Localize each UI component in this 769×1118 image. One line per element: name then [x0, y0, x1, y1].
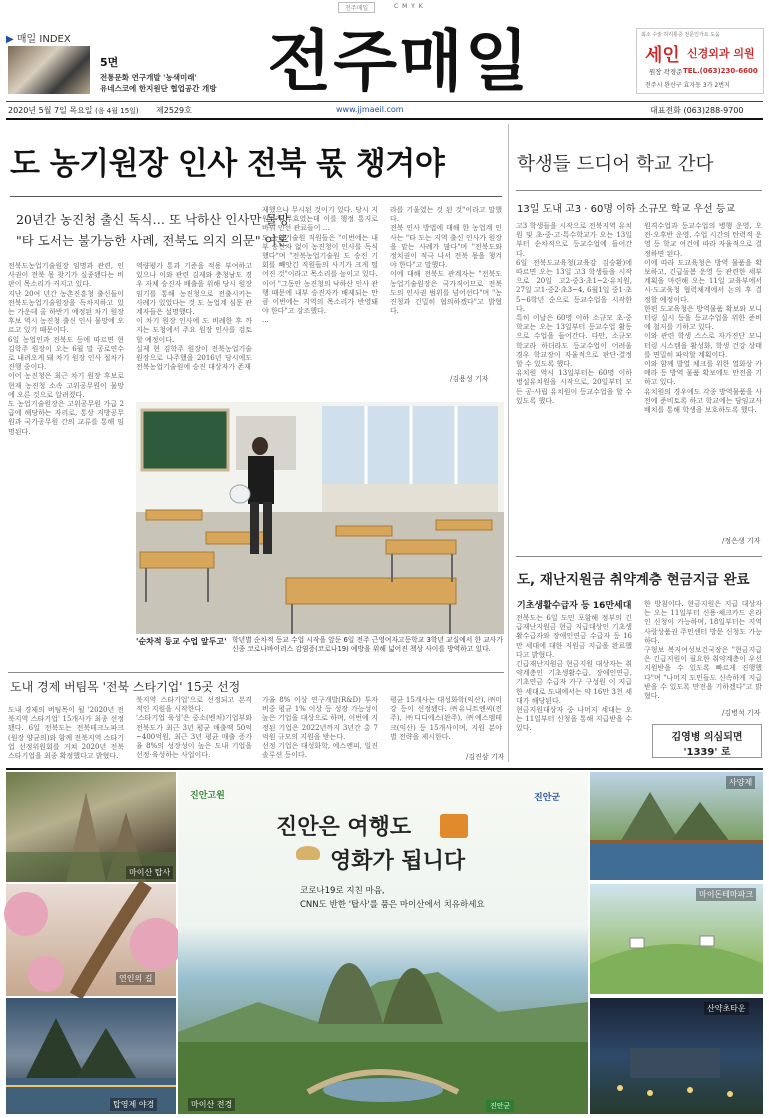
- label-tapsa: 마이산 탑사: [126, 866, 173, 879]
- dateline-top-rule: [6, 101, 763, 102]
- lead-headline-rule: [10, 196, 502, 197]
- ad-photo-sayangje: [590, 772, 763, 880]
- ad-photo-theme-park: [590, 884, 763, 994]
- school-subhead: 13일 도내 고3 · 60명 이하 소규모 학교 우선 등교: [517, 204, 736, 215]
- index-page: 5면: [100, 56, 119, 69]
- index-label: [6, 30, 71, 45]
- classroom-illustration: [136, 402, 504, 634]
- aid-col-2: 한 방침이다. 현금지원은 지급 대상자는 오는 11일부터 신용·체크카드 온라인 신청이 가능하며, 18일부터는 지역사랑상품권 주민센터 방문 신청도 가능하다. 구형보 복지여성보건국장은 "현금지급은 긴급지원이 필요한 취약계층이 우선 지원받을 수 있도록 빠르게 진행했다"며 "나머지 도민들도 신속하게 지급받을 수 있도록 만전을 기하겠다"고 밝혔다.: [644, 600, 762, 701]
- classroom-photo[interactable]: [136, 402, 504, 634]
- label-maisan-view: 마이산 전경: [188, 1098, 235, 1111]
- ad-slogan-2: 영화가 됩니다: [330, 849, 466, 874]
- ad-photo-sanyakcho: [590, 998, 763, 1114]
- ad-slogan-1: 진안은 여행도: [276, 815, 412, 840]
- top-ad[interactable]: [636, 28, 764, 94]
- sanyakcho-illustration: [590, 998, 763, 1114]
- index-line-1: 전통문화 연구개발 '농색미래': [100, 73, 197, 82]
- index-label-text: 매일 INDEX: [16, 34, 71, 45]
- issue-number: 제2529호: [156, 106, 192, 115]
- column-box-line2: '1339' 로: [683, 747, 731, 758]
- hat-icon: [296, 846, 320, 860]
- lead-headline[interactable]: 도 농기원장 인사 전북 몫 챙겨야: [10, 146, 445, 182]
- economy-col-2: 북지역 스타기업'으로 선정되고 본격적인 지원을 시작한다. '스타기업 육성'은 중소(벤처)기업부와 전북도가 최근 3년 평균 매출액 50억~400억원, 최근 3년 평균 매출 증가율 8%의 성장성이 높은 도내 기업을 선정·육성하는 사업이다.: [136, 696, 252, 760]
- aid-byline: /김병석 기자: [722, 709, 761, 717]
- label-theme-park: 마이돈테마파크: [696, 888, 756, 901]
- lead-subhead-2: "타 도서는 불가능한 사례, 전북도 의지 의문" 여론: [16, 233, 289, 248]
- aid-top-rule: [516, 556, 762, 557]
- photo-caption-title: '순차적 등교 수업 앞두고': [136, 636, 227, 646]
- column-box[interactable]: [652, 724, 762, 758]
- lead-byline: /김용성 기자: [450, 375, 489, 383]
- ad-logo-left: 진안고원: [190, 791, 225, 801]
- ad-sub-1: 코로나19로 지친 마음,: [300, 886, 385, 896]
- school-byline: /정은생 기자: [722, 537, 761, 545]
- top-ad-phone: TEL.(063)230-6600: [683, 67, 758, 75]
- aid-col-1: 전북도는 6일 도민 포함해 정부의 긴급재난지원금 현금 지급대상인 기초생활수급자와 장애인연금 수급자 등 16만 세대에 대한 지원금 지급을 완료했다고 밝혔다. 긴급재난지원금 현금지원 대상자는 취약계층인 기초생활수급, 장애인연금, 기초연금 수급자 가구 구성원 이 지급한 세대로 도내에서는 약 16만 3천 세대가 해당된다. 현금지원대상자 중 나머지 세대는 오는 11일부터 신청을 통해 지급받을 수 있다.: [516, 614, 632, 733]
- label-lovers-road: 연인의 길: [116, 972, 155, 985]
- column-divider: [508, 124, 509, 762]
- ad-top-rule: [6, 768, 763, 770]
- contact-phone: 대표전화 (063)288-9700: [650, 106, 744, 115]
- economy-top-rule: [8, 672, 504, 673]
- lead-col-1: 전북도농업기술원장 임명과 관련, 인사권이 전북 몫 찾기가 실종됐다는 비판이 목소리가 커지고 있다. 지난 20여 년간 농촌진흥청 출신들이 전북도농업기술원장을 독차지하고 있는 가운데 올 하반기 예정된 차기 원장 후보 역시 농진청 출신 인사 물망에 오르고 있기 때문이다. 6일 농업인과 전북도 등에 따르면 현 김학주 원장이 오는 6월 말 공로연수로 내려오게 돼 차기 원장 인사 절차가 진행 중이다. 이어 농진청은 최근 차기 원장 후보로 현재 농진청 소속 고위공무원이 물망에 오른 것으로 알려졌다. 도 농업기술원장은 고위공무원 가급 2급에 해당하는 자리로, 통상 지방공무원과 국가공무원 간의 교류를 통해 임명된다.: [8, 262, 124, 436]
- index-line-2: 유네스코에 한지원단 협업공간 개방: [100, 84, 217, 93]
- lunar-date: (음 4월 15일): [95, 107, 139, 115]
- lead-subhead-1: 20년간 농진청 출신 독식… 또 낙하산 인사만 물망: [16, 212, 290, 227]
- economy-col-3: 가율 8% 이상 연구개발(R&D) 투자비중 평균 1% 이상 등 성장 가능성이 높은 기업을 대상으로 하며, 이번에 지정된 기업은 2022년까지 3년간 총 7억원 규모의 지원을 받는다. 선정 기업은 대성화학, 에스앤피, 일진솔루션 등이다.: [262, 696, 378, 760]
- ad-center-panel: [178, 772, 588, 1114]
- economy-headline[interactable]: 도내 경제 버팀목 '전북 스타기업' 15곳 선정: [10, 680, 241, 694]
- ad-sub-2: CNN도 반한 '탑사'를 품은 마이산에서 치유하세요: [300, 900, 485, 910]
- dateline-date: [8, 105, 139, 116]
- index-thumbnail[interactable]: [8, 46, 90, 94]
- ad-photo-tapsa: [6, 772, 176, 882]
- ad-photo-lovers-road: [6, 884, 176, 996]
- cmyk-marks: C M Y K: [394, 3, 424, 10]
- jinan-ad[interactable]: [6, 772, 763, 1114]
- ad-footer: 진안군: [486, 1100, 514, 1112]
- school-col-1: 고3 학생들을 시작으로 전북지역 유치원 및 초·중·고·특수학교가 오는 13일부터 순차적으로 등교수업에 들어간다. 6일 전북도교육청(교육감 김승환)에 따르면 오는 13일 고3 학생들을 시작으로 20일 고2·중3·초1~2·유치원, 27일 고1·중2·초3~4, 6월1일 중1·초5~6학년 순으로 등교수업을 시작한다. 특히 이날은 60명 이하 소규모 초·중학교는 오는 13일부터 등교수업 활동으로 수업을 들어간다. 다만, 소규모 학교라 하더라도 등교수업이 어려울 경우 학교장이 자율적으로 판단·결정할 수 있도록 했다. 유치원 역시 13일부터는 60명 이하 병설유치원을 시작으로, 20일부터 모든 공·사립 유치원이 등교수업을 할 수 있도록 했다.: [516, 222, 632, 405]
- school-rule: [516, 190, 762, 191]
- ad-photo-tapyeongje: [6, 998, 176, 1114]
- aid-subhead: 기초생활수급자 등 16만세대: [517, 601, 632, 611]
- label-sayangje: 사양제: [726, 776, 755, 789]
- suitcase-icon: [440, 814, 468, 838]
- school-col-2: 원격수업과 등교수업의 병행 운영, 오전·오후반 운영, 수업 시간의 탄력적 운영 등 학교 여건에 따라 자율적으로 결정하면 된다. 이에 따라 도교육청은 방역 물품을 확보하고, 긴급돌봄 운영 등 관련한 세부계획을 마련해 오는 11일 교육부에서 시·도교육청 협력체계에서 논의 후 결정할 예정이다. 한편 도교육청은 방역물품 확보와 모니터링 실시 등을 등교수업을 위한 준비에 철저를 기하고 있다. 이와 관련 학생 스스로 자가진단 모니터링 시스템을 활성화, 학생 건강 상태를 면밀히 파악할 계획이다. 이와 함께 발열 체크를 위한 열화상 카메라 등 방역 물품 확보에도 만전을 기하고 있다. 유치원의 경우에도 각종 방역물품을 사전에 준비토록 하고 학교에는 담임교사 배치를 통해 학생을 보호하도록 했다.: [644, 222, 762, 415]
- economy-byline: /김진삼 기자: [466, 753, 505, 761]
- economy-col-1: 도내 경제의 버팀목이 될 '2020년 전북지역 스타기업' 15개사가 최종 선정됐다. 6일 전북도는 전북테크노파크(원장 양균의)와 함께 전북지역 스타기업 선정위원회를 거쳐 2020년 전북 스타기업을 최종 확정했다고 밝혔다.: [8, 706, 127, 761]
- top-badge: 전주매일: [338, 2, 375, 13]
- date-text: 2020년 5월 7일 목요일: [8, 106, 93, 115]
- top-ad-address: 전주시 완산구 효자동 3가 2번지: [645, 82, 730, 89]
- lead-col-4: 라를 기울였는 것 된 것"이라고 말했다. 전북 인사 방법에 대해 한 농업계 인사는 "타 도는 지역 출신 인사가 원장을 맡는 사례가 많다"며 "전북도와 정치권이 적극 나서 전북 몫을 챙겨야 한다"고 말했다. 이에 대해 전북도 관계자는 "전북도농업기술원장은 국가직이므로 전북도의 인사권 범위를 넘어선다"며 "농진청과 긴밀히 협의하겠다"고 밝혔다.: [390, 206, 502, 316]
- school-headline[interactable]: 학생들 드디어 학교 간다: [517, 154, 714, 175]
- maisan-illustration: [178, 912, 588, 1114]
- lead-col-3: 재했으나 무시된 것이기 있다. 당시 지원자가 무효였는데 이를 행정 통지로 바꿔 민선 관료들이 ... 도 농업기술원 직원들은 "이번에는 내부 승진자 없이 농진청이 인사를 독식했다"며 "전북농업기술원 도 승진 기회를 빼앗긴 직원들의 사기가 크게 떨어진 것"이라고 목소리를 높이고 있다. 이어 "그동안 농진청의 낙하산 인사 관행 때문에 내부 승진자가 배제되는 만큼 이번에는 지역의 목소리가 반영돼야 한다"고 강조했다. ...: [262, 206, 378, 325]
- aid-headline[interactable]: 도, 재난지원금 취약계층 현금지급 완료: [517, 572, 750, 588]
- lead-col-2: 역량평가 통과 기준을 적용 부여하고 있으나 이와 관련 김제와 충청남도 경우 자체 승진자 배출을 위해 당시 원장 임기를 통해 농진청으로 전출시키는 사례가 있었다는 것 도 농업계 심문 관계자들은 설명했다. 이 차기 원장 인사에 도 비례한 후 까지는 도청에서 주요 원장 인사를 검토할 예정이다. 실제 현 김학주 원장이 전북농업기술원장으로 나주했을 2016년 당시에도 전북농업기술원에 승진 대상자가 존재: [136, 262, 252, 372]
- index-arrow-icon: ▶: [6, 34, 14, 45]
- label-tapyeongje: 탑영제 야경: [110, 1098, 157, 1111]
- index-box: [6, 30, 246, 96]
- top-ad-director: 원장 곽경준: [649, 68, 683, 76]
- top-ad-line1: 최소 수술 허리통증 전문인가요 도움: [641, 32, 720, 38]
- masthead-title: 전주매일: [267, 23, 531, 100]
- tapyeongje-illustration: [6, 998, 176, 1114]
- photo-caption-text: 학년별 순차적 등교 수업 시작을 앞둔 6일 전주 근영여자고등학교 3학년 교실에서 한 교사가 신종 코로나바이러스 감염증(코로나19) 예방을 위해 넓어진 책상 사이를 방역하고 있다.: [232, 636, 503, 653]
- masthead-url[interactable]: www.jjmaeil.com: [336, 105, 404, 114]
- ad-logo-right: 진안군: [534, 793, 561, 803]
- column-box-line1: 김영병 의심되면: [671, 732, 743, 743]
- label-sanyakcho: 산약초타운: [704, 1002, 749, 1015]
- top-ad-brand: 세인: [645, 45, 680, 66]
- economy-col-4: 평균 15개사는 대성화학(익산), ㈜미강 등이 선정됐다. ㈜유니트엔씨(전주), ㈜디디에스(완주), ㈜에스엠테크(익산) 등 15개사이며, 지원 분야별 전략을 제시한다.: [390, 696, 502, 741]
- top-ad-brand2: 신경외과 의원: [687, 47, 755, 60]
- dateline-bottom-rule: [6, 118, 763, 120]
